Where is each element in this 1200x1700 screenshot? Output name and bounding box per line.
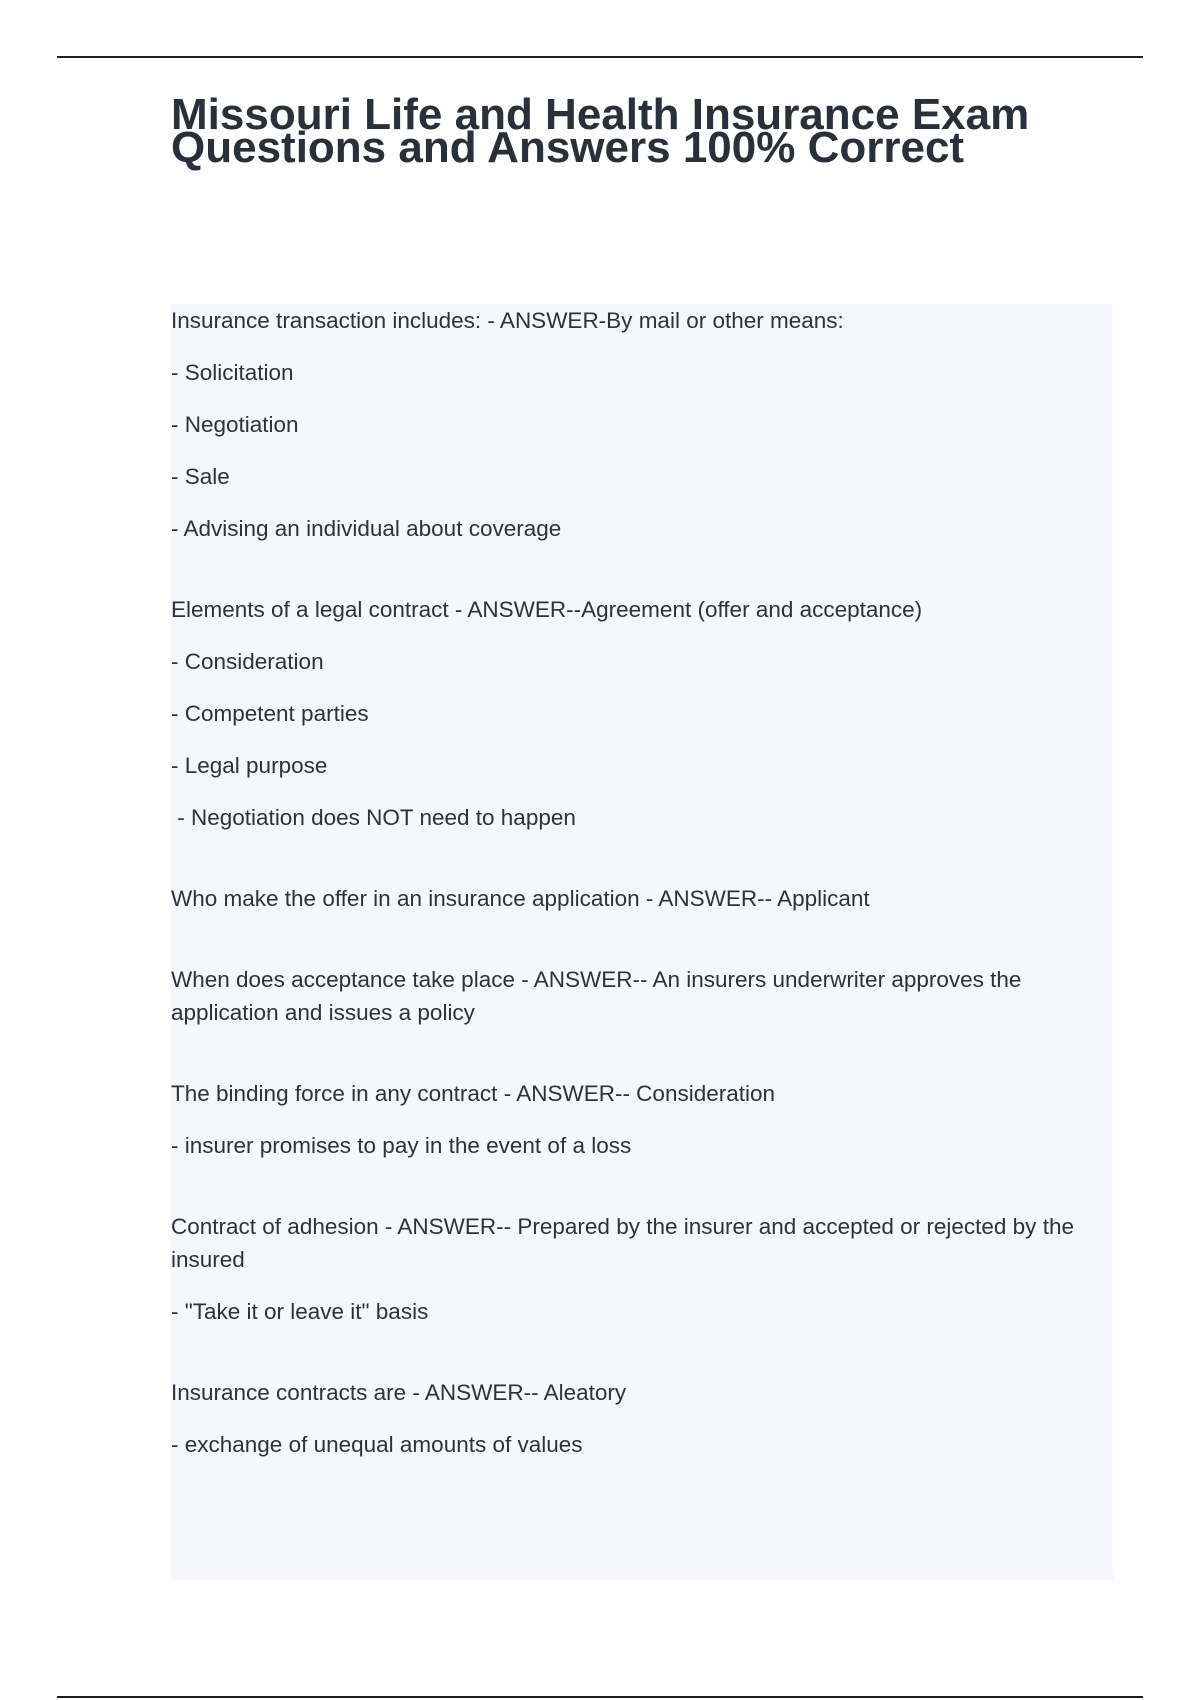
qa-entry [171, 593, 1111, 834]
qa-entry [171, 304, 1111, 545]
answer-bullet: - Consideration [171, 649, 324, 674]
answer-bullet: - Solicitation [171, 360, 294, 385]
answer-bullet: - Legal purpose [171, 753, 328, 778]
question-line: The binding force in any contract - ANSWER-- Consideration [171, 1081, 776, 1106]
question-line: When does acceptance take place - ANSWER-- An insurers underwriter approves the application and issues a policy [171, 967, 1028, 1025]
document-title: Missouri Life and Health Insurance Exam Questions and Answers 100% Correct [171, 90, 1030, 172]
qa-entry [171, 1210, 1111, 1328]
top-rule [57, 56, 1143, 58]
bottom-rule [57, 1696, 1143, 1698]
question-line: Elements of a legal contract - ANSWER--Agreement (offer and acceptance) [171, 597, 923, 622]
question-line: Insurance contracts are - ANSWER-- Aleatory [171, 1380, 627, 1405]
answer-bullet: - insurer promises to pay in the event of a loss [171, 1133, 632, 1158]
qa-entry [171, 882, 1111, 915]
question-line: Who make the offer in an insurance application - ANSWER-- Applicant [171, 886, 870, 911]
question-line: Contract of adhesion - ANSWER-- Prepared by the insurer and accepted or rejected by the insured [171, 1214, 1081, 1272]
answer-bullet: - Competent parties [171, 701, 369, 726]
question-line: Insurance transaction includes: - ANSWER-By mail or other means: [171, 308, 844, 333]
answer-bullet: - Negotiation does NOT need to happen [171, 805, 576, 830]
answer-bullet: - Negotiation [171, 412, 299, 437]
qa-entry [171, 1077, 1111, 1162]
answer-bullet: - exchange of unequal amounts of values [171, 1432, 583, 1457]
answer-bullet: - "Take it or leave it" basis [171, 1299, 429, 1324]
qa-entry [171, 963, 1111, 1029]
qa-content [171, 304, 1111, 1461]
answer-bullet: - Sale [171, 464, 230, 489]
qa-entry [171, 1376, 1111, 1461]
answer-bullet: - Advising an individual about coverage [171, 516, 562, 541]
